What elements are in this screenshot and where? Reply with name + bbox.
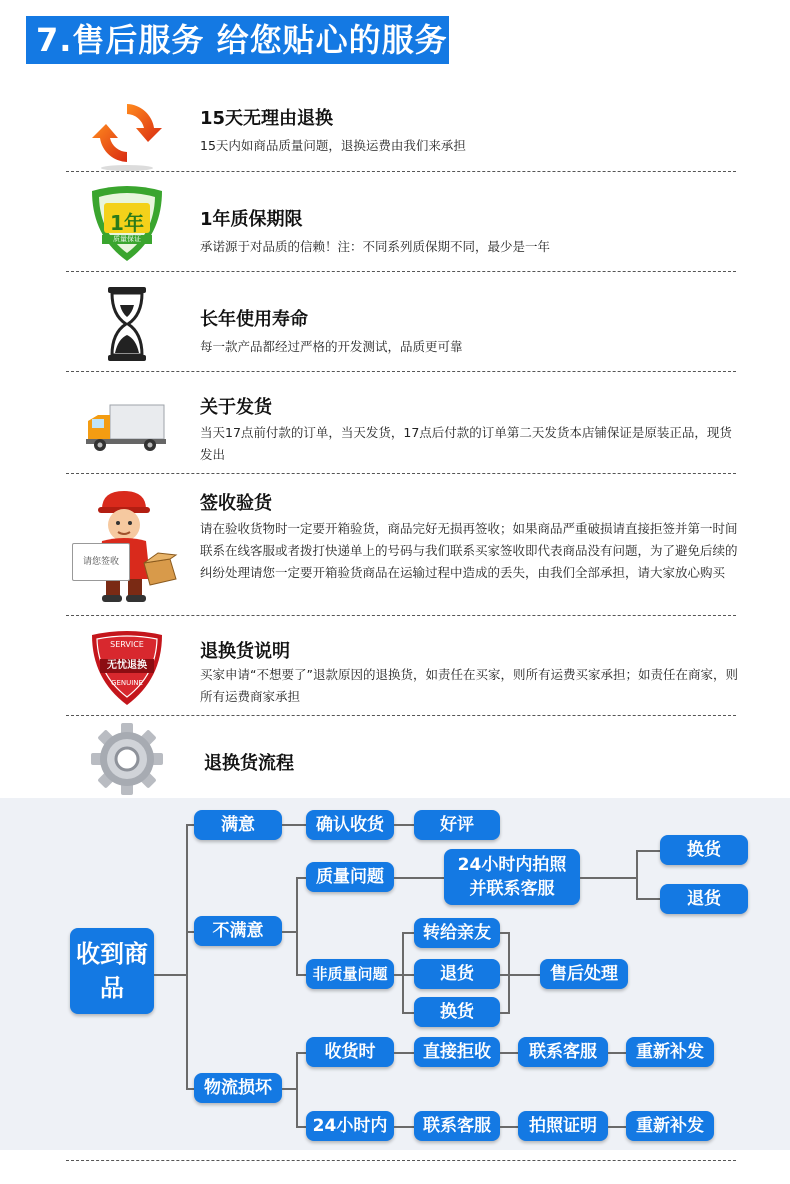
- flow-connector: [608, 1052, 626, 1054]
- divider: [66, 473, 736, 474]
- flow-node-within-24h: 24小时内: [306, 1111, 394, 1141]
- flow-connector: [394, 877, 444, 879]
- flow-connector: [296, 1126, 306, 1128]
- flow-connector: [500, 1052, 518, 1054]
- badge-text-quality: 质量保证: [113, 235, 141, 243]
- flow-node-gift: 转给亲友: [414, 918, 500, 948]
- flow-node-logistics-damage: 物流损坏: [194, 1073, 282, 1103]
- divider: [66, 171, 736, 172]
- flow-node-satisfied: 满意: [194, 810, 282, 840]
- flow-connector: [296, 877, 298, 975]
- flow-node-photo-contact: [444, 849, 580, 905]
- section-desc: 请在验收货物时一定要开箱验货，商品完好无损再签收；如果商品严重破损请直接拒签并第一时间联系在线客服或者拨打快递单上的号码与我们联系买家签收即代表商品没有问题，为了避免后续的纠纷处理请您一定要开箱验货商品在运输过程中造成的丢失，由我们全部承担，请大家放心购买: [200, 521, 738, 580]
- flow-connector: [154, 974, 188, 976]
- flow-connector: [186, 824, 188, 1090]
- badge-text-service: SERVICE: [110, 640, 144, 649]
- flow-connector: [296, 877, 306, 879]
- flow-connector: [508, 932, 510, 1014]
- flow-node-confirm-receipt: 确认收货: [306, 810, 394, 840]
- section-desc: 承诺源于对品质的信赖！注：不同系列质保期不同，最少是一年: [200, 239, 551, 254]
- sign-card-text: 请您签收: [72, 543, 130, 581]
- section-title: 长年使用寿命: [200, 309, 308, 330]
- flow-node-reship-2: 重新补发: [626, 1111, 714, 1141]
- hourglass-icon: [82, 283, 172, 363]
- flow-connector: [186, 1088, 194, 1090]
- flow-node-contact-service-2: 联系客服: [414, 1111, 500, 1141]
- section-return-policy: [0, 619, 790, 713]
- badge-text-genuine: GENUINE: [111, 679, 143, 687]
- flow-node-reject: 直接拒收: [414, 1037, 500, 1067]
- flow-connector: [296, 1052, 306, 1054]
- page-header: 7.售后服务 给您贴心的服务: [26, 16, 449, 64]
- flow-connector: [402, 932, 404, 1014]
- flow-connector: [500, 974, 540, 976]
- flow-node-unsatisfied: 不满意: [194, 916, 282, 946]
- flow-connector: [580, 877, 638, 879]
- section-inspection: [0, 477, 790, 613]
- flow-connector: [636, 898, 660, 900]
- flow-connector: [402, 974, 414, 976]
- section-title: 签收验货: [200, 493, 272, 514]
- flow-connector: [394, 1126, 414, 1128]
- flow-node-refund: 退货: [660, 884, 748, 914]
- section-shipping: [0, 375, 790, 471]
- section-lifetime: [0, 275, 790, 369]
- badge-text-year: 1年: [110, 211, 144, 235]
- flow-connector: [296, 974, 306, 976]
- section-warranty: [0, 175, 790, 269]
- section-desc: 当天17点前付款的订单，当天发货，17点后付款的订单第二天发货本店铺保证是原装正品，现货发出: [200, 425, 732, 462]
- flow-connector: [186, 931, 194, 933]
- flow-node-non-quality: 非质量问题: [306, 959, 394, 989]
- flow-connector: [296, 1052, 298, 1128]
- divider: [66, 715, 736, 716]
- flow-connector: [636, 850, 638, 900]
- section-title: 15天无理由退换: [200, 108, 334, 129]
- flow-node-photo-line1: 24小时内拍照: [457, 855, 567, 875]
- flow-connector: [608, 1126, 626, 1128]
- section-return-process: [0, 719, 790, 799]
- flow-node-on-receipt: 收货时: [306, 1037, 394, 1067]
- section-title: 1年质保期限: [200, 209, 303, 230]
- flow-connector: [186, 824, 194, 826]
- section-title: 退换货流程: [204, 753, 294, 774]
- flow-node-photo-proof: 拍照证明: [518, 1111, 608, 1141]
- flow-node-reship: 重新补发: [626, 1037, 714, 1067]
- divider: [66, 271, 736, 272]
- flow-node-after-sale: 售后处理: [540, 959, 628, 989]
- courier-cartoon-icon: [72, 483, 182, 607]
- section-title: 退换货说明: [200, 641, 290, 662]
- flow-connector: [282, 824, 306, 826]
- flow-connector: [394, 824, 414, 826]
- divider: [66, 371, 736, 372]
- delivery-truck-icon: [82, 397, 172, 457]
- gear-icon: [82, 721, 172, 797]
- flow-connector: [402, 932, 414, 934]
- flow-connector: [636, 850, 660, 852]
- section-desc: 买家申请“不想要了”退款原因的退换货，如责任在买家，则所有运费买家承担；如责任在商家，则所有运费商家承担: [200, 667, 738, 704]
- flow-node-contact-service: 联系客服: [518, 1037, 608, 1067]
- flow-node-nq-refund: 退货: [414, 959, 500, 989]
- flow-connector: [500, 1126, 518, 1128]
- flow-connector: [402, 1012, 414, 1014]
- flow-node-root: 收到商品: [70, 928, 154, 1014]
- refresh-cycle-icon: [82, 94, 172, 174]
- badge-text-worry-free: 无忧退换: [107, 660, 147, 671]
- flow-node-photo-line2: 并联系客服: [469, 879, 555, 899]
- section-desc: 每一款产品都经过严格的开发测试，品质更可靠: [200, 339, 463, 354]
- flow-node-exchange: 换货: [660, 835, 748, 865]
- section-return-15days: [0, 84, 790, 172]
- flow-connector: [394, 1052, 414, 1054]
- flow-node-praise: 好评: [414, 810, 500, 840]
- return-flowchart: [0, 798, 790, 1150]
- divider: [66, 1160, 736, 1161]
- flow-node-nq-exchange: 换货: [414, 997, 500, 1027]
- section-title: 关于发货: [200, 397, 272, 418]
- divider: [66, 615, 736, 616]
- flow-node-quality-issue: 质量问题: [306, 862, 394, 892]
- service-shield-icon: [82, 627, 172, 709]
- shield-badge-icon: [82, 181, 172, 261]
- section-desc: 15天内如商品质量问题，退换运费由我们来承担: [200, 138, 466, 153]
